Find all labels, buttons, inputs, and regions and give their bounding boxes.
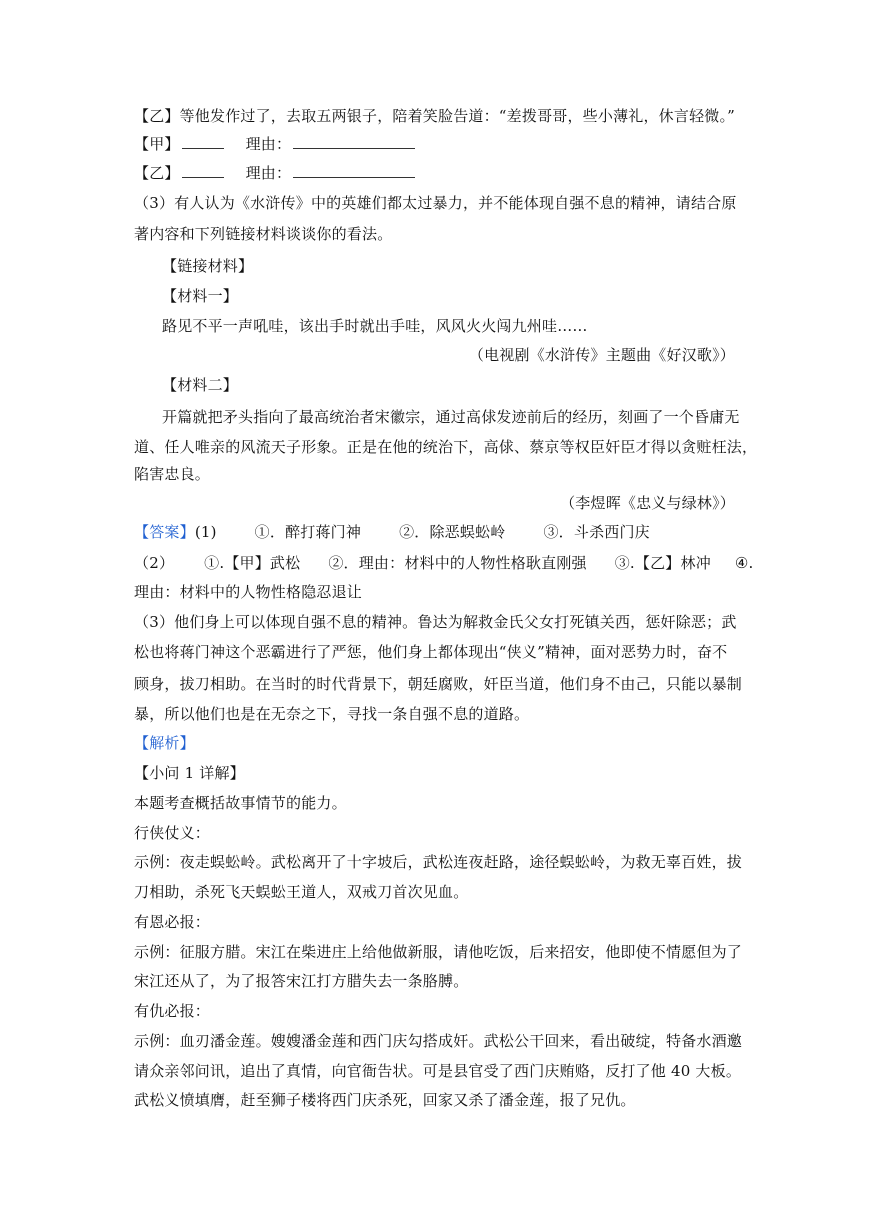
- answer-2-item-3: ③.【乙】林冲: [614, 554, 711, 572]
- answer-1-item-1: ①．醉打蒋门神: [254, 523, 362, 541]
- material-1-title: 【材料一】: [162, 287, 239, 305]
- line-yi-quote: 【乙】等他发作过了，去取五两银子，陪着笑脸告道：“差拨哥哥，些小薄礼，休言轻微。”: [134, 107, 736, 125]
- answer-2-number: （2）: [134, 554, 175, 572]
- heading-gratitude: 有恩必报：: [134, 913, 211, 931]
- answer-line-2: [134, 553, 754, 573]
- example-3-line-2: 请众亲邻问讯，追出了真情，向官衙告状。可是县官受了西门庆贿赂，反打了他 40 大板。: [134, 1062, 742, 1080]
- answer-2-item-2: ②．理由：材料中的人物性格耿直刚强: [328, 554, 587, 572]
- heading-revenge: 有仇必报：: [134, 1002, 211, 1020]
- analysis-tag: 【解析】: [134, 734, 195, 752]
- material-2-source: （李煜晖《忠义与绿林》）: [560, 494, 735, 512]
- line-yi-answer: [134, 163, 415, 183]
- line-jia-answer: [134, 134, 415, 154]
- material-2-line-3: 陷害忠良。: [134, 465, 211, 483]
- example-3-line-1: 示例：血刃潘金莲。嫂嫂潘金莲和西门庆勾搭成奸。武松公干回来，看出破绽，特备水酒邀: [134, 1032, 743, 1050]
- answer-2-item-4: ④.: [734, 554, 754, 572]
- material-2-title: 【材料二】: [162, 376, 239, 394]
- answer-3-line-2: 松也将蒋门神这个恶霸进行了严惩，他们身上都体现出“侠义”精神，面对恶势力时，奋不: [134, 643, 728, 661]
- answer-3-line-1: （3）他们身上可以体现自强不息的精神。鲁达为解救金氏父女打死镇关西，惩奸除恶；武: [134, 613, 737, 631]
- material-1-text: 路见不平一声吼哇，该出手时就出手哇，风风火火闯九州哇……: [162, 317, 588, 335]
- answer-1-number: (1): [194, 523, 217, 541]
- yi-reason-blank: [293, 163, 415, 178]
- example-1-line-2: 刀相助，杀死飞天蜈蚣王道人，双戒刀首次见血。: [134, 883, 469, 901]
- answer-2-continued: 理由：材料中的人物性格隐忍退让: [134, 583, 363, 601]
- material-2-line-2: 道、任人唯亲的风流天子形象。正是在他的统治下，高俅、蔡京等权臣奸臣才得以贪赃枉法，: [134, 438, 758, 456]
- jia-reason-blank: [293, 134, 415, 149]
- jia-blank: [182, 134, 224, 149]
- answer-3-line-3: 顾身，拔刀相助。在当时的时代背景下，朝廷腐败，奸臣当道，他们身不由己，只能以暴制: [134, 675, 743, 693]
- example-2-line-1: 示例：征服方腊。宋江在柴进庄上给他做新服，请他吃饭，后来招安，他即使不情愿但为了: [134, 943, 743, 961]
- material-1-source: （电视剧《水浒传》主题曲《好汉歌》）: [468, 346, 735, 364]
- answer-tag: 【答案】: [134, 523, 195, 541]
- answer-1-item-2: ②．除恶蜈蚣岭: [399, 523, 506, 541]
- jia-reason-label: 理由：: [245, 135, 292, 153]
- answer-line-1: [134, 522, 650, 542]
- analysis-intro: 本题考查概括故事情节的能力。: [134, 794, 347, 812]
- answer-3-line-4: 暴，所以他们也是在无奈之下，寻找一条自强不息的道路。: [134, 705, 530, 723]
- material-2-line-1: 开篇就把矛头指向了最高统治者宋徽宗，通过高俅发迹前后的经历，刻画了一个昏庸无: [162, 408, 740, 426]
- sub-question-1-title: 【小问 1 详解】: [134, 764, 245, 782]
- answer-2-item-1: ①.【甲】武松: [204, 554, 301, 572]
- answer-1-item-3: ③．斗杀西门庆: [543, 523, 650, 541]
- heading-chivalry: 行侠仗义：: [134, 824, 211, 842]
- jia-label: 【甲】: [134, 135, 180, 153]
- yi-reason-label: 理由：: [245, 164, 292, 182]
- link-material-title: 【链接材料】: [162, 257, 254, 275]
- question-3-line-2: 著内容和下列链接材料谈谈你的看法。: [134, 225, 393, 243]
- yi-label: 【乙】: [134, 164, 180, 182]
- example-2-line-2: 宋江还从了，为了报答宋江打方腊失去一条胳膊。: [134, 972, 469, 990]
- example-3-line-3: 武松义愤填膺，赶至狮子楼将西门庆杀死，回家又杀了潘金莲，报了兄仇。: [134, 1091, 636, 1109]
- question-3-line-1: （3）有人认为《水浒传》中的英雄们都太过暴力，并不能体现自强不息的精神，请结合原: [134, 194, 737, 212]
- yi-blank: [182, 163, 224, 178]
- example-1-line-1: 示例：夜走蜈蚣岭。武松离开了十字坡后，武松连夜赶路，途径蜈蚣岭，为救无辜百姓，拔: [134, 853, 743, 871]
